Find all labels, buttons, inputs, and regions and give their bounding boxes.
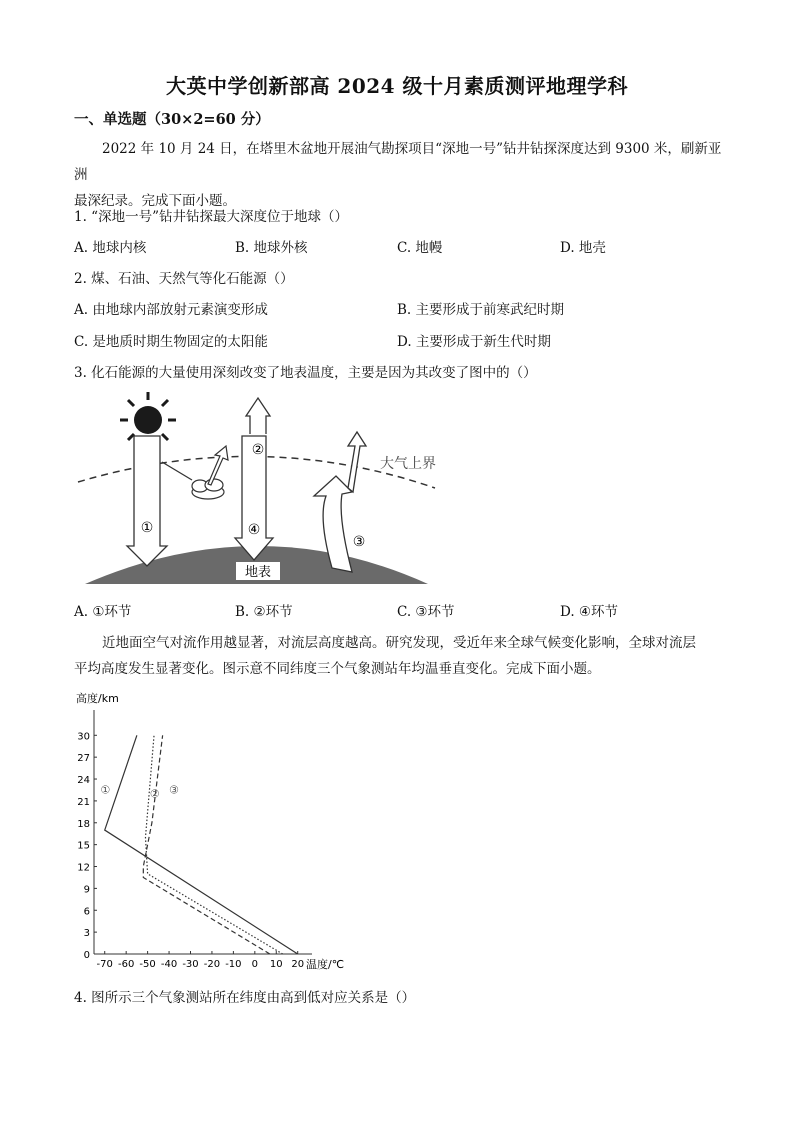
arrow-label-4: ④ [247, 522, 261, 538]
x-axis-label: 温度/℃ [306, 958, 345, 971]
temperature-height-chart [70, 688, 370, 978]
arrow-3 [314, 432, 366, 572]
ground-label: 地表 [244, 565, 272, 580]
q3-option-d: D. ④环节 [560, 604, 619, 620]
y-tick-label: 24 [77, 775, 90, 787]
series-label-1: ① [100, 783, 111, 797]
y-tick-label: 18 [77, 818, 90, 830]
x-tick-label: -10 [225, 959, 242, 970]
section-heading: 一、单选题（30×2=60 分） [74, 111, 270, 128]
arrow-1 [127, 436, 167, 566]
y-tick-label: 3 [83, 928, 90, 940]
y-axis-label: 高度/km [76, 692, 119, 705]
page-title: 大英中学创新部高 2024 级十月素质测评地理学科 [165, 74, 629, 98]
x-tick-label: -70 [96, 959, 113, 970]
arrow-label-2: ② [251, 442, 265, 458]
q1-option-d: D. 地壳 [560, 240, 606, 256]
x-tick-label: -40 [160, 959, 178, 970]
series-line-3 [143, 735, 270, 954]
atmosphere-label: 大气上界 [380, 456, 436, 472]
y-tick-label: 12 [77, 862, 90, 874]
arrow-2 [246, 398, 270, 434]
x-tick-label: -20 [203, 959, 221, 970]
y-tick-label: 0 [83, 950, 90, 961]
q1-option-a: A. 地球内核 [74, 240, 147, 256]
y-tick-label: 27 [77, 753, 90, 765]
radiation-diagram [70, 388, 450, 593]
x-tick-label: 20 [291, 959, 305, 970]
series-line-1 [105, 735, 298, 954]
cloud-icon [192, 479, 224, 499]
arrow-label-3: ③ [352, 534, 366, 550]
intro-paragraph-2: 近地面空气对流作用越显著，对流层高度越高。研究发现，受近年来全球气候变化影响，全球对流层 平均高度发生显著变化。图示意不同纬度三个气象测站年均温垂直变化。完成下面小题。 [74, 635, 696, 677]
x-tick-label: -60 [117, 959, 135, 970]
series-label-3: ③ [169, 783, 179, 797]
q2-option-c: C. 是地质时期生物固定的太阳能 [74, 334, 268, 350]
q1-option-c: C. 地幔 [397, 240, 443, 256]
x-tick-label: -30 [182, 959, 199, 970]
intro-paragraph-1: 2022 年 10 月 24 日，在塔里木盆地开展油气勘探项目“深地一号”钻井钻探深度达到 9300 米，刷新亚洲 最深纪录。完成下面小题。 [74, 141, 722, 209]
arrow-label-1: ① [140, 520, 154, 536]
q3-option-c: C. ③环节 [397, 604, 455, 620]
q2-option-b: B. 主要形成于前寒武纪时期 [397, 302, 565, 318]
question-1-stem: 1. “深地一号”钻井钻探最大深度位于地球（） [74, 209, 348, 225]
y-tick-label: 9 [83, 884, 90, 896]
y-tick-label: 6 [83, 906, 90, 918]
q3-option-a: A. ①环节 [74, 604, 132, 620]
question-2-stem: 2. 煤、石油、天然气等化石能源（） [74, 271, 294, 287]
x-tick-label: 0 [251, 959, 259, 970]
x-tick-label: 10 [269, 959, 283, 970]
q2-option-d: D. 主要形成于新生代时期 [397, 334, 551, 350]
x-tick-label: -50 [139, 959, 156, 970]
q2-option-a: A. 由地球内部放射元素演变形成 [74, 302, 268, 318]
question-3-stem: 3. 化石能源的大量使用深刻改变了地表温度，主要是因为其改变了图中的（） [74, 365, 537, 381]
y-tick-label: 30 [77, 731, 90, 743]
y-tick-label: 21 [77, 796, 90, 808]
y-tick-label: 15 [77, 840, 90, 852]
series-line-2 [145, 735, 282, 954]
series-label-2: ② [149, 787, 160, 801]
reflection-arrow [162, 462, 192, 480]
q3-option-b: B. ②环节 [235, 604, 293, 620]
question-4-stem: 4. 图所示三个气象测站所在纬度由高到低对应关系是（） [74, 990, 416, 1006]
q1-option-b: B. 地球外核 [235, 240, 308, 256]
